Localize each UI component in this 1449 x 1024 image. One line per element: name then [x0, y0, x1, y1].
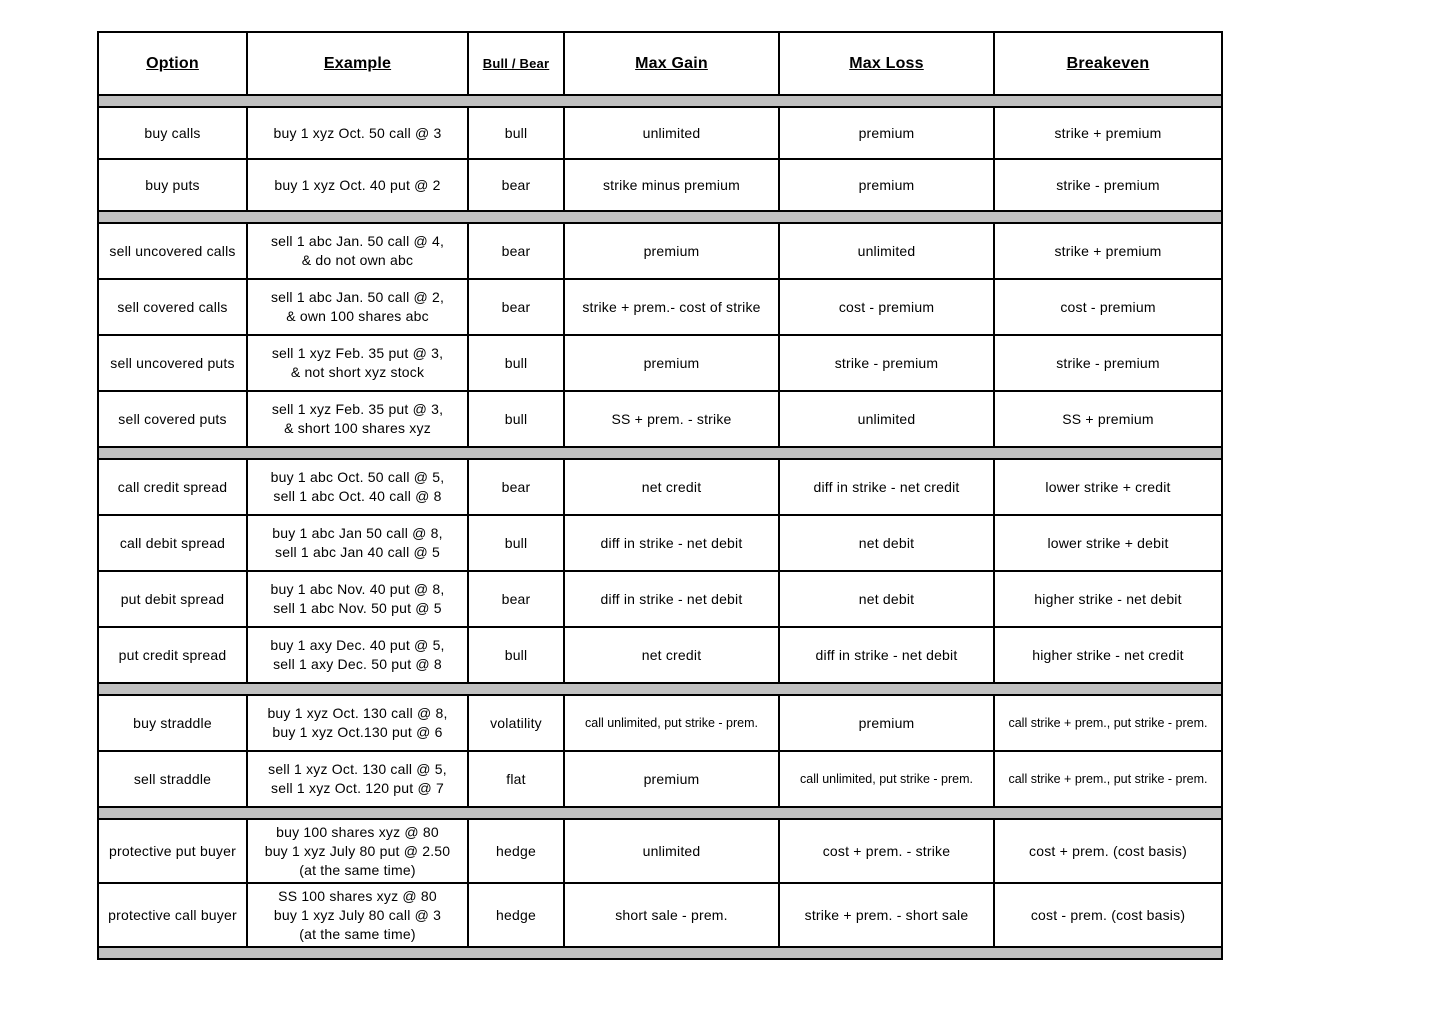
bias-cell: bear [468, 571, 564, 627]
max-loss-cell: unlimited [779, 223, 994, 279]
header-row [98, 32, 1222, 95]
example-line: sell 1 xyz Oct. 120 put @ 7 [271, 780, 444, 796]
example-line: (at the same time) [299, 861, 416, 878]
table-row [98, 391, 1222, 447]
example-line: sell 1 xyz Feb. 35 put @ 3, [271, 345, 444, 361]
example-cell [247, 695, 468, 751]
breakeven-cell: cost - premium [994, 279, 1222, 335]
example-line: buy 1 xyz Oct. 40 put @ 2 [274, 176, 441, 193]
option-cell: sell uncovered calls [98, 223, 247, 279]
example-line: buy 1 xyz Oct. 50 call @ 3 [273, 124, 442, 141]
bias-cell: bull [468, 335, 564, 391]
example-line: & do not own abc [301, 252, 414, 268]
table-row [98, 751, 1222, 807]
breakeven-cell: strike - premium [994, 159, 1222, 211]
example-line: buy 1 abc Jan 50 call @ 8, [272, 525, 443, 541]
max-gain-cell: strike minus premium [564, 159, 779, 211]
breakeven-cell: strike + premium [994, 107, 1222, 159]
table-row [98, 335, 1222, 391]
table-row [98, 515, 1222, 571]
max-loss-cell: strike + prem. - short sale [779, 883, 994, 947]
option-cell: sell covered puts [98, 391, 247, 447]
table-row [98, 279, 1222, 335]
bias-cell: flat [468, 751, 564, 807]
example-cell [247, 279, 468, 335]
group-separator [98, 95, 1222, 107]
bias-cell: hedge [468, 883, 564, 947]
table-row [98, 459, 1222, 515]
example-cell [247, 335, 468, 391]
example-cell [247, 819, 468, 883]
option-cell: sell straddle [98, 751, 247, 807]
example-line: buy 1 axy Dec. 40 put @ 5, [270, 637, 445, 653]
option-cell: put credit spread [98, 627, 247, 683]
header-max-gain: Max Gain [564, 32, 779, 95]
example-line: & own 100 shares abc [286, 308, 429, 324]
example-line: sell 1 abc Jan 40 call @ 5 [275, 544, 440, 560]
max-gain-cell: unlimited [564, 819, 779, 883]
option-cell: put debit spread [98, 571, 247, 627]
example-line: sell 1 abc Jan. 50 call @ 2, [270, 289, 445, 305]
max-gain-cell: short sale - prem. [564, 883, 779, 947]
max-gain-cell: diff in strike - net debit [564, 571, 779, 627]
header-max-loss: Max Loss [779, 32, 994, 95]
header-bull-bear: Bull / Bear [468, 32, 564, 95]
example-line: buy 1 xyz Oct. 130 call @ 8, [267, 705, 448, 721]
example-cell [247, 159, 468, 211]
example-cell [247, 515, 468, 571]
max-loss-cell: diff in strike - net credit [779, 459, 994, 515]
example-line: sell 1 abc Oct. 40 call @ 8 [273, 488, 442, 504]
table-row [98, 571, 1222, 627]
group-separator [98, 447, 1222, 459]
max-loss-cell: premium [779, 107, 994, 159]
max-gain-cell: premium [564, 751, 779, 807]
breakeven-cell: SS + premium [994, 391, 1222, 447]
example-cell [247, 751, 468, 807]
max-loss-cell: net debit [779, 571, 994, 627]
group-separator [98, 211, 1222, 223]
example-cell [247, 883, 468, 947]
header-breakeven: Breakeven [994, 32, 1222, 95]
group-separator [98, 947, 1222, 959]
table-row [98, 819, 1222, 883]
max-gain-cell: SS + prem. - strike [564, 391, 779, 447]
max-gain-cell: premium [564, 223, 779, 279]
bias-cell: volatility [468, 695, 564, 751]
option-cell: buy calls [98, 107, 247, 159]
max-gain-cell: premium [564, 335, 779, 391]
bias-cell: hedge [468, 819, 564, 883]
option-cell: sell covered calls [98, 279, 247, 335]
example-cell [247, 391, 468, 447]
breakeven-cell: cost + prem. (cost basis) [994, 819, 1222, 883]
bias-cell: bull [468, 515, 564, 571]
group-separator [98, 807, 1222, 819]
max-loss-cell: cost - premium [779, 279, 994, 335]
example-line: & short 100 shares xyz [284, 420, 431, 436]
option-cell: call credit spread [98, 459, 247, 515]
max-gain-cell: net credit [564, 459, 779, 515]
example-line: buy 1 abc Nov. 40 put @ 8, [270, 581, 445, 597]
breakeven-cell: lower strike + credit [994, 459, 1222, 515]
example-line: buy 1 abc Oct. 50 call @ 5, [270, 469, 445, 485]
option-cell: protective put buyer [98, 819, 247, 883]
example-line: sell 1 abc Nov. 50 put @ 5 [273, 600, 442, 616]
max-loss-cell: diff in strike - net debit [779, 627, 994, 683]
example-cell [247, 223, 468, 279]
table-row [98, 223, 1222, 279]
bias-cell: bear [468, 279, 564, 335]
example-line: buy 1 xyz July 80 call @ 3 [273, 906, 442, 923]
example-line: sell 1 abc Jan. 50 call @ 4, [270, 233, 445, 249]
example-line: buy 1 xyz Oct.130 put @ 6 [272, 724, 443, 740]
option-cell: protective call buyer [98, 883, 247, 947]
table-row [98, 107, 1222, 159]
example-cell [247, 571, 468, 627]
bias-cell: bear [468, 223, 564, 279]
max-loss-cell: unlimited [779, 391, 994, 447]
breakeven-cell: strike - premium [994, 335, 1222, 391]
example-line: buy 1 xyz July 80 put @ 2.50 [264, 842, 451, 859]
example-cell [247, 627, 468, 683]
option-cell: call debit spread [98, 515, 247, 571]
header-option: Option [98, 32, 247, 95]
max-loss-cell: net debit [779, 515, 994, 571]
breakeven-cell: call strike + prem., put strike - prem. [994, 695, 1222, 751]
max-loss-cell: premium [779, 695, 994, 751]
max-loss-cell: call unlimited, put strike - prem. [779, 751, 994, 807]
breakeven-cell: cost - prem. (cost basis) [994, 883, 1222, 947]
example-line: buy 100 shares xyz @ 80 [276, 823, 439, 840]
breakeven-cell: lower strike + debit [994, 515, 1222, 571]
option-cell: buy puts [98, 159, 247, 211]
options-strategy-table [97, 31, 1223, 960]
option-cell: buy straddle [98, 695, 247, 751]
table-body [98, 95, 1222, 959]
example-line: & not short xyz stock [290, 364, 425, 380]
group-separator [98, 683, 1222, 695]
example-cell [247, 459, 468, 515]
max-gain-cell: call unlimited, put strike - prem. [564, 695, 779, 751]
header-example: Example [247, 32, 468, 95]
bias-cell: bear [468, 159, 564, 211]
example-cell [247, 107, 468, 159]
breakeven-cell: call strike + prem., put strike - prem. [994, 751, 1222, 807]
bias-cell: bull [468, 391, 564, 447]
max-loss-cell: premium [779, 159, 994, 211]
bias-cell: bear [468, 459, 564, 515]
max-gain-cell: unlimited [564, 107, 779, 159]
breakeven-cell: higher strike - net debit [994, 571, 1222, 627]
example-line: sell 1 axy Dec. 50 put @ 8 [273, 656, 442, 672]
table-row [98, 695, 1222, 751]
bias-cell: bull [468, 627, 564, 683]
breakeven-cell: strike + premium [994, 223, 1222, 279]
max-loss-cell: cost + prem. - strike [779, 819, 994, 883]
max-loss-cell: strike - premium [779, 335, 994, 391]
example-line: sell 1 xyz Oct. 130 call @ 5, [268, 761, 447, 777]
max-gain-cell: strike + prem.- cost of strike [564, 279, 779, 335]
example-line: sell 1 xyz Feb. 35 put @ 3, [271, 401, 444, 417]
example-line: (at the same time) [299, 925, 416, 942]
bias-cell: bull [468, 107, 564, 159]
max-gain-cell: net credit [564, 627, 779, 683]
table-row [98, 627, 1222, 683]
table-row [98, 883, 1222, 947]
max-gain-cell: diff in strike - net debit [564, 515, 779, 571]
table-row [98, 159, 1222, 211]
example-line: SS 100 shares xyz @ 80 [278, 887, 437, 904]
option-cell: sell uncovered puts [98, 335, 247, 391]
breakeven-cell: higher strike - net credit [994, 627, 1222, 683]
